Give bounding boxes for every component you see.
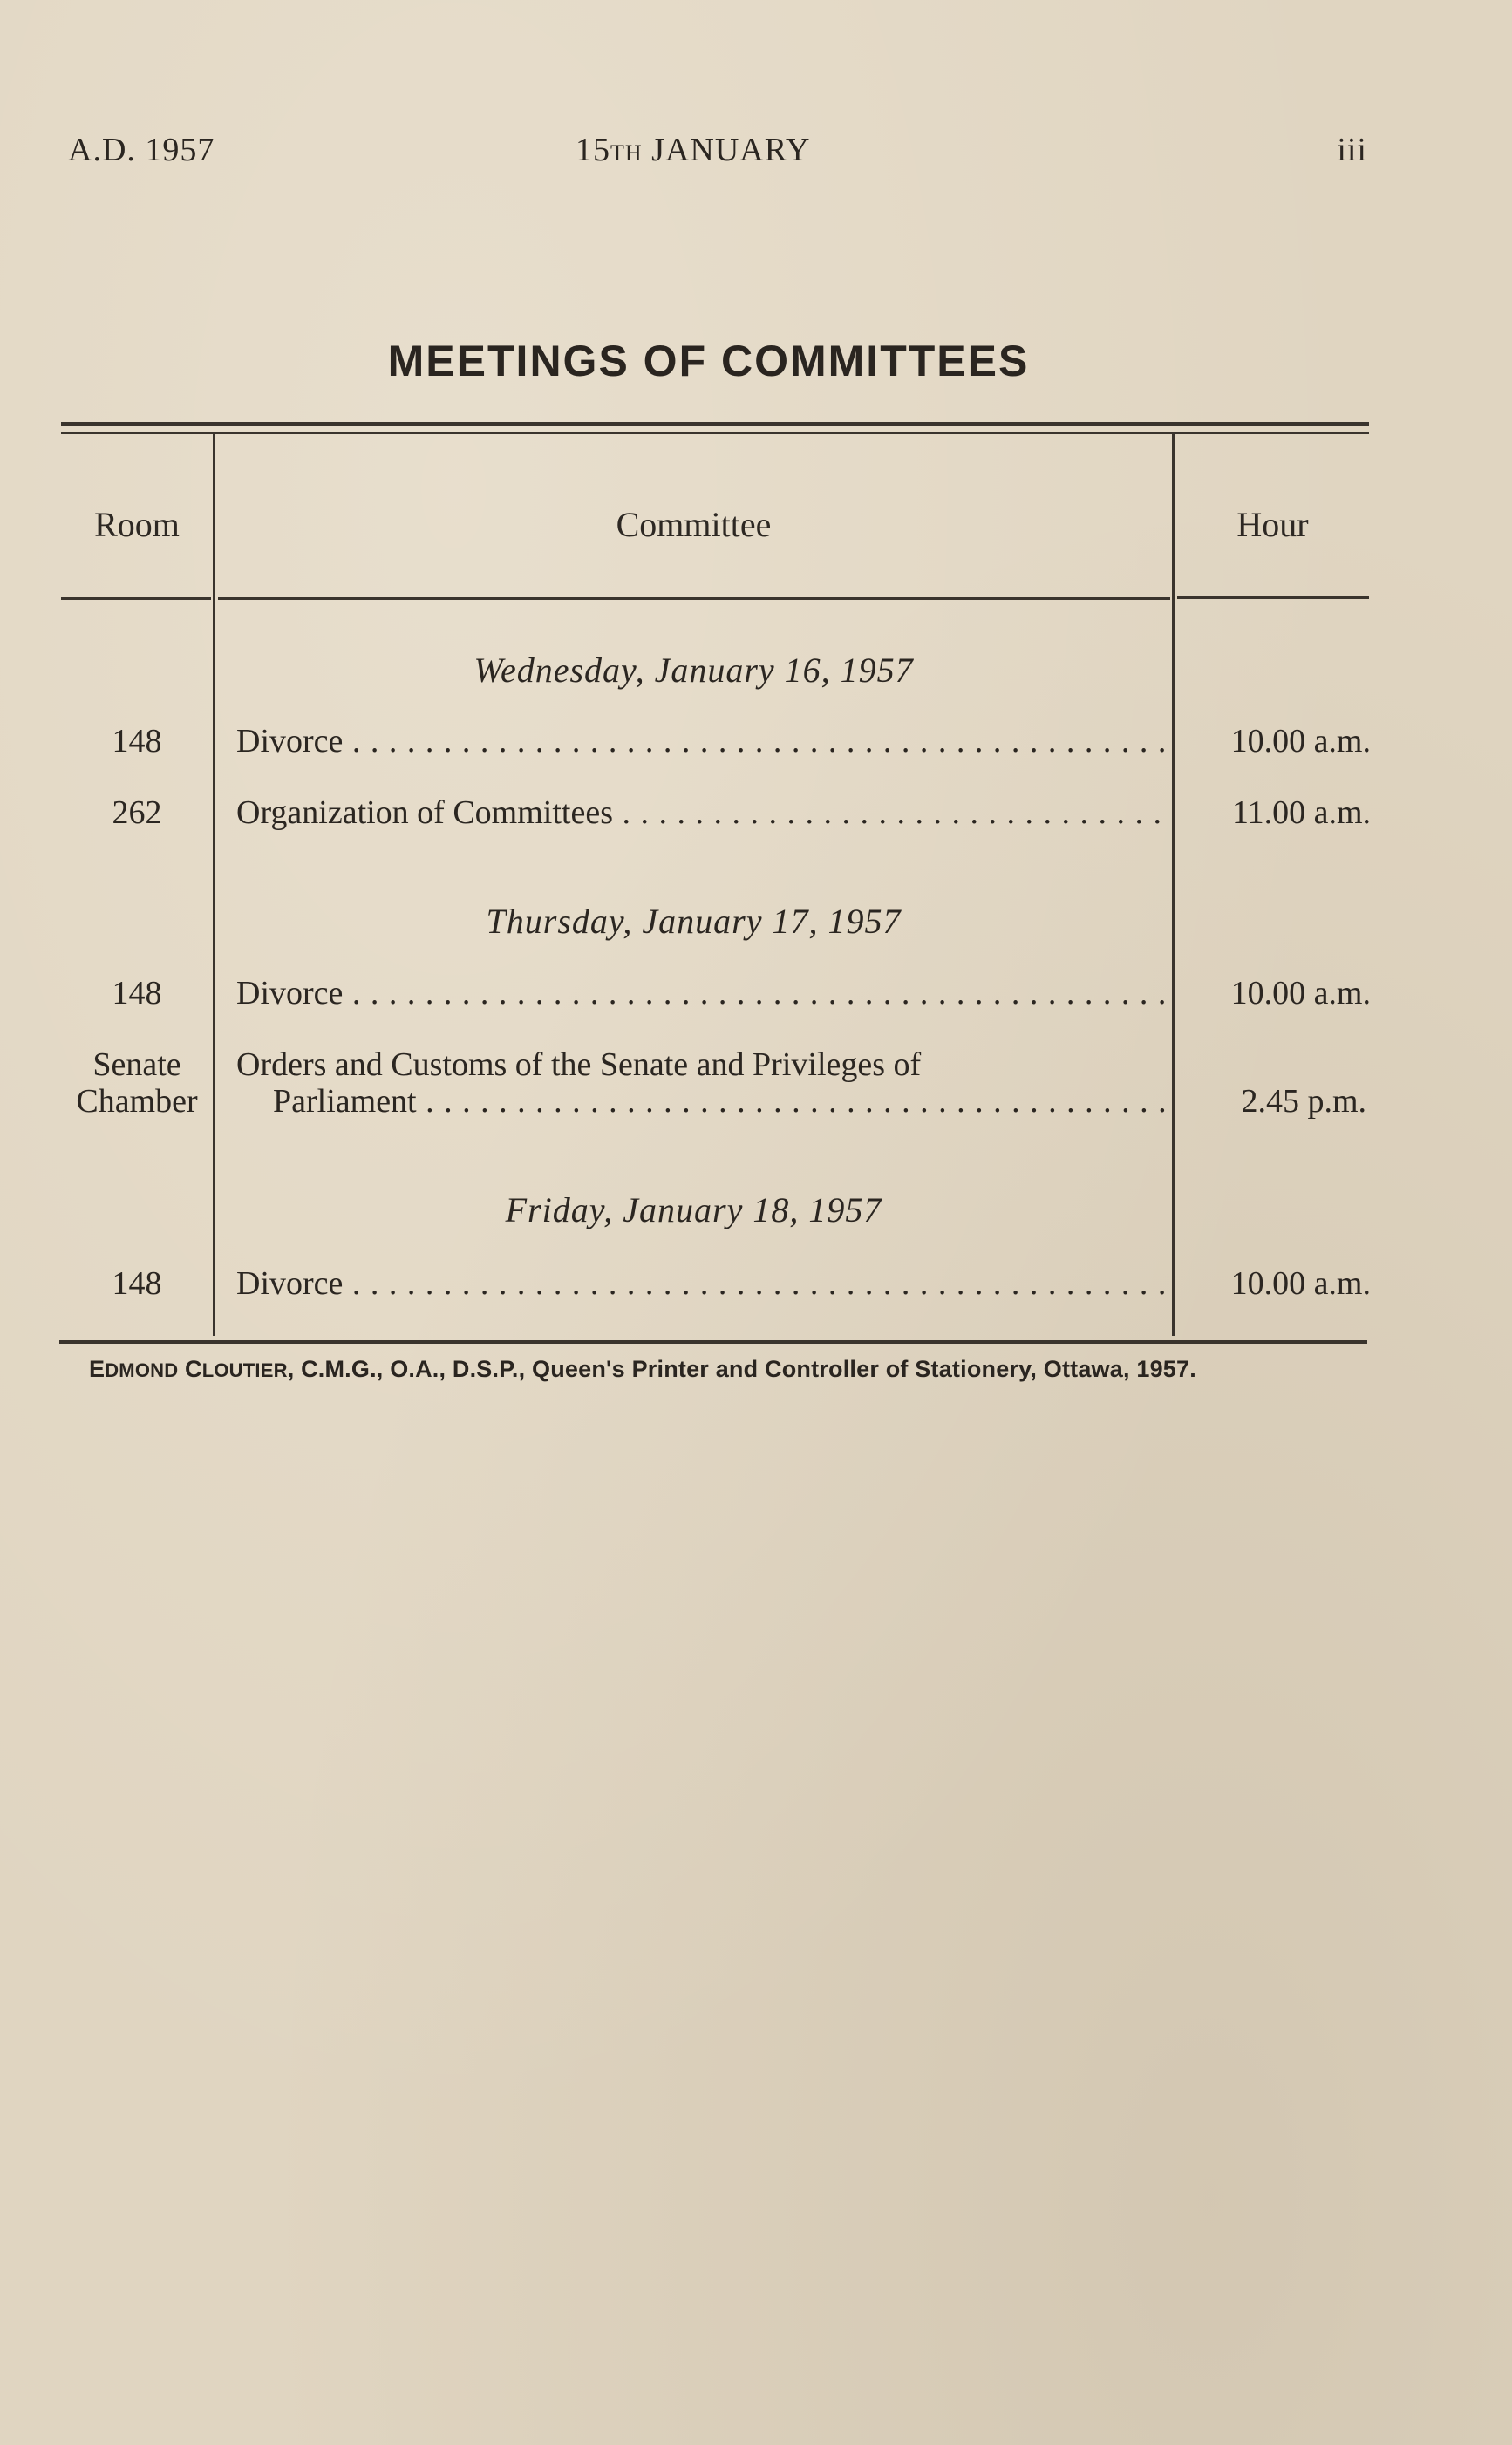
room-cell: 262 — [112, 794, 162, 831]
header-rule-committee — [218, 597, 1170, 600]
dot-leader — [343, 723, 1166, 759]
running-head-day: 15 — [576, 132, 610, 168]
running-head-month: JANUARY — [651, 132, 811, 168]
room-cell: 148 — [112, 1265, 162, 1302]
imprint-smallcaps: LOUTIER — [201, 1359, 288, 1381]
committee-name: Parliament — [273, 1083, 417, 1120]
committee-cell — [236, 975, 1166, 1011]
page-number: iii — [1337, 132, 1367, 168]
header-rule-hour — [1177, 596, 1369, 599]
hour-cell: 2.45 p.m. — [1241, 1083, 1366, 1120]
date-heading-thursday: Thursday, January 17, 1957 — [486, 902, 902, 941]
printer-imprint — [89, 1356, 1196, 1383]
hour-cell: 10.00 a.m. — [1230, 1265, 1371, 1302]
room-line: Chamber — [76, 1083, 198, 1120]
running-head-year: A.D. 1957 — [68, 132, 215, 168]
committee-name: Organization of Committees — [236, 794, 613, 831]
dot-leader — [417, 1083, 1166, 1120]
committee-cell — [236, 794, 1166, 831]
dot-leader — [613, 794, 1166, 831]
committee-name: Divorce — [236, 975, 344, 1011]
imprint-initial: E — [89, 1356, 106, 1382]
committee-name: Divorce — [236, 723, 344, 759]
imprint-initial: C — [185, 1356, 202, 1382]
running-head-day-suffix: TH — [610, 140, 643, 166]
room-cell: 148 — [112, 975, 162, 1011]
date-heading-wednesday: Wednesday, January 16, 1957 — [473, 650, 914, 690]
column-divider-hour — [1172, 434, 1175, 1336]
room-cell: 148 — [112, 723, 162, 759]
committee-name: Divorce — [236, 1265, 344, 1302]
date-heading-friday: Friday, January 18, 1957 — [505, 1190, 882, 1229]
table-top-rule — [61, 422, 1369, 426]
dot-leader — [343, 975, 1166, 1011]
column-header-committee: Committee — [616, 505, 772, 544]
table-bottom-rule — [59, 1340, 1367, 1344]
column-header-hour: Hour — [1236, 505, 1309, 544]
committee-cell-line1: Orders and Customs of the Senate and Privileges of — [236, 1046, 922, 1083]
room-line: Senate — [92, 1046, 181, 1083]
room-cell-senate-chamber — [61, 1046, 213, 1120]
header-rule-room — [61, 597, 211, 600]
hour-cell: 10.00 a.m. — [1230, 723, 1371, 759]
imprint-text: , C.M.G., O.A., D.S.P., Queen's Printer and Controller of Stationery, Ottawa, 1957. — [287, 1356, 1196, 1382]
hour-cell: 11.00 a.m. — [1231, 794, 1371, 831]
column-header-room: Room — [94, 505, 180, 544]
running-head — [68, 131, 1367, 174]
dot-leader — [343, 1265, 1166, 1302]
committee-cell-line2 — [273, 1083, 1166, 1120]
imprint-smallcaps: DMOND — [105, 1359, 179, 1381]
committee-cell — [236, 1265, 1166, 1302]
hour-cell: 10.00 a.m. — [1230, 975, 1371, 1011]
page-title: MEETINGS OF COMMITTEES — [387, 337, 1030, 385]
committee-cell — [236, 723, 1166, 759]
running-head-date — [576, 131, 810, 169]
